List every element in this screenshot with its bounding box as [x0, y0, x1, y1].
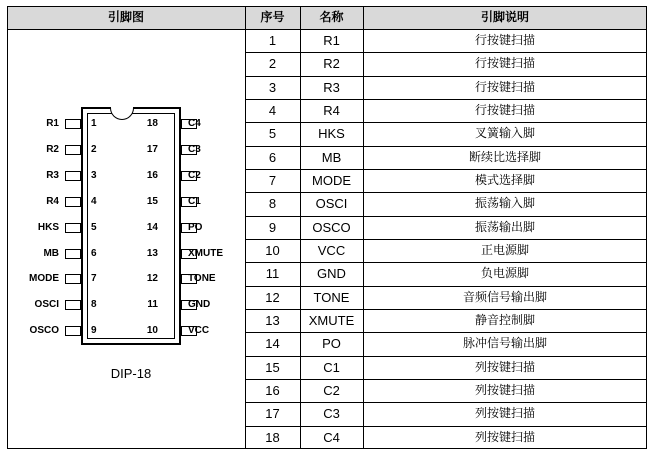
row-pin-description: 列按键扫描: [474, 360, 535, 374]
row-pin-name: MODE: [312, 173, 351, 188]
pin-label-left: OSCO: [29, 325, 59, 336]
row-number: 8: [268, 196, 277, 211]
row-pin-name: TONE: [313, 290, 350, 305]
pin-lead: [65, 171, 81, 181]
row-pin-description: 列按键扫描: [474, 430, 535, 444]
row-pin-name: R2: [323, 56, 340, 71]
row-pin-description: 行按键扫描: [474, 80, 535, 94]
pin-number-left: 8: [91, 299, 97, 310]
row-pin-name: MB: [321, 150, 342, 165]
row-pin-description: 行按键扫描: [474, 33, 535, 47]
row-number: 10: [265, 243, 280, 258]
pin-label-left: R3: [46, 170, 59, 181]
pin-label-left: MB: [43, 248, 59, 259]
pin-label-right: TONE: [188, 273, 216, 284]
pin-label-left: OSCI: [34, 299, 59, 310]
pin-number-right: 13: [146, 248, 158, 259]
pin-label-right: C4: [188, 118, 201, 129]
row-number: 11: [265, 266, 280, 281]
pin-number-right: 18: [146, 118, 158, 129]
row-number: 13: [265, 313, 280, 328]
row-pin-name: R4: [323, 103, 340, 118]
pin-number-left: 6: [91, 248, 97, 259]
pin-label-left: MODE: [29, 273, 59, 284]
row-pin-name: HKS: [318, 126, 345, 141]
row-pin-name: C4: [323, 430, 340, 445]
row-pin-name: R1: [323, 33, 340, 48]
pin-lead: [65, 197, 81, 207]
row-number: 16: [265, 383, 280, 398]
package-label: DIP-18: [110, 366, 152, 381]
pin-number-left: 2: [91, 144, 97, 155]
row-number: 9: [268, 220, 277, 235]
pin-label-left: HKS: [37, 222, 59, 233]
row-pin-name: OSCO: [312, 220, 351, 235]
row-number: 12: [265, 290, 280, 305]
row-pin-name: OSCI: [315, 196, 348, 211]
header-description: 引脚说明: [480, 10, 529, 24]
pin-lead: [65, 145, 81, 155]
row-number: 14: [265, 336, 280, 351]
row-pin-description: 模式选择脚: [474, 173, 535, 187]
pin-number-left: 5: [91, 222, 97, 233]
pin-number-left: 3: [91, 170, 97, 181]
row-pin-description: 断续比选择脚: [468, 150, 541, 164]
row-pin-description: 音频信号输出脚: [462, 290, 547, 304]
row-number: 5: [268, 126, 277, 141]
row-pin-description: 列按键扫描: [474, 406, 535, 420]
row-pin-description: 振荡输入脚: [474, 196, 535, 210]
row-number: 17: [265, 406, 280, 421]
pin-number-right: 16: [146, 170, 158, 181]
row-pin-description: 振荡输出脚: [474, 220, 535, 234]
row-pin-name: GND: [317, 266, 346, 281]
row-number: 3: [268, 80, 277, 95]
pin-label-left: R1: [46, 118, 59, 129]
pin-lead: [65, 249, 81, 259]
row-number: 18: [265, 430, 280, 445]
row-pin-name: PO: [322, 336, 341, 351]
pin-number-right: 12: [146, 273, 158, 284]
row-pin-description: 列按键扫描: [474, 383, 535, 397]
pin-number-right: 17: [146, 144, 158, 155]
pin-number-right: 14: [146, 222, 158, 233]
header-pin-diagram: 引脚图: [107, 10, 144, 24]
pin-label-right: C1: [188, 196, 201, 207]
pin-label-right: VCC: [188, 325, 210, 336]
row-pin-description: 脉冲信号输出脚: [462, 336, 547, 350]
row-pin-description: 静音控制脚: [474, 313, 535, 327]
pin-number-left: 4: [91, 196, 97, 207]
pin-lead: [65, 223, 81, 233]
header-seq: 序号: [260, 10, 285, 24]
pin-lead: [65, 300, 81, 310]
pin-label-left: R4: [46, 196, 59, 207]
row-pin-name: C2: [323, 383, 340, 398]
row-number: 2: [268, 56, 277, 71]
pin-number-left: 7: [91, 273, 97, 284]
row-number: 4: [268, 103, 277, 118]
pin-number-right: 11: [147, 299, 158, 310]
pin-number-right: 15: [146, 196, 158, 207]
row-pin-description: 行按键扫描: [474, 56, 535, 70]
row-pin-description: 行按键扫描: [474, 103, 535, 117]
pin-label-right: PO: [188, 222, 203, 233]
pin-label-right: GND: [188, 299, 211, 310]
pin-label-right: XMUTE: [188, 248, 223, 259]
row-pin-description: 叉簧输入脚: [474, 126, 535, 140]
row-number: 15: [265, 360, 280, 375]
row-number: 6: [268, 150, 277, 165]
pin-number-right: 10: [146, 325, 158, 336]
pin-label-left: R2: [46, 144, 59, 155]
pin-number-left: 9: [91, 325, 97, 336]
row-pin-description: 负电源脚: [480, 266, 529, 280]
row-pin-name: VCC: [317, 243, 346, 258]
pin-lead: [65, 119, 81, 129]
row-pin-description: 正电源脚: [480, 243, 529, 257]
row-number: 1: [268, 33, 277, 48]
pin-label-right: C2: [188, 170, 201, 181]
pin-lead: [65, 274, 81, 284]
row-pin-name: C3: [323, 406, 340, 421]
pin-label-right: C3: [188, 144, 201, 155]
row-pin-name: XMUTE: [308, 313, 355, 328]
row-number: 7: [268, 173, 277, 188]
row-pin-name: R3: [323, 80, 340, 95]
header-name: 名称: [319, 10, 344, 24]
pin-number-left: 1: [91, 118, 97, 129]
row-pin-name: C1: [323, 360, 340, 375]
pin-lead: [65, 326, 81, 336]
